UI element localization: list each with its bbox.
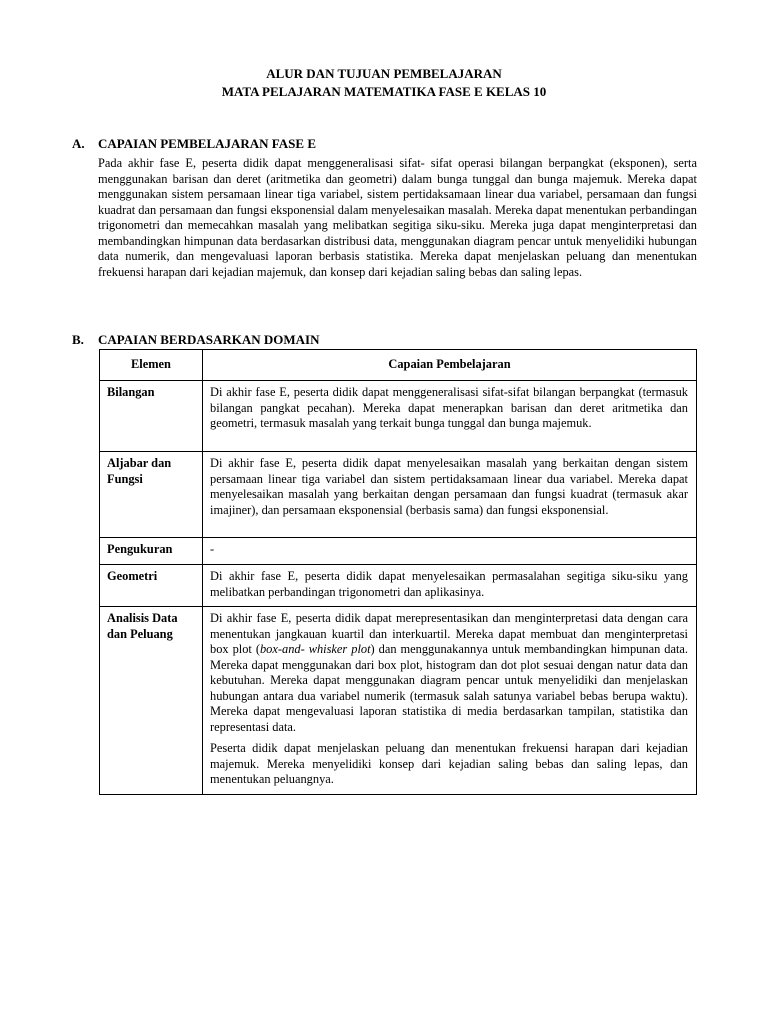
header-element: Elemen: [100, 350, 203, 381]
element-cell: Pengukuran: [100, 538, 203, 565]
section-a-letter: A.: [72, 136, 85, 151]
table-row: [100, 381, 697, 452]
header-achievement: Capaian Pembelajaran: [203, 350, 697, 381]
element-cell: Geometri: [100, 565, 203, 607]
achievement-text-italic: box-and- whisker plot: [259, 642, 371, 656]
achievement-text: -: [210, 542, 215, 556]
element-cell: Aljabar dan Fungsi: [100, 452, 203, 538]
achievement-cell: [203, 565, 697, 607]
achievement-cell: [203, 452, 697, 538]
achievement-text-part1: Di akhir fase E, peserta didik dapat merepresentasikan dan menginterpretasi data dengan cara menentukan jangkauan kuartil dan interkuartil. Mereka dapat membuat dan menginterpretasi box plot (: [210, 611, 688, 656]
achievement-text: Di akhir fase E, peserta didik dapat menyelesaikan masalah yang berkaitan dengan sistem persamaan linear tiga variabel dan sistem pertidaksamaan linear dua variabel. Mereka dapat menyelesaikan masalah yang berkaitan dengan persamaan dan fungsi kuadrat (termasuk akar imajiner), dan persamaan eksponensial (berbasis sama) dan fungsi eksponensial.: [210, 456, 688, 517]
element-cell: Bilangan: [100, 381, 203, 452]
section-b-title: CAPAIAN BERDASARKAN DOMAIN: [98, 332, 320, 347]
achievement-text: Di akhir fase E, peserta didik dapat menyelesaikan permasalahan segitiga siku-siku yang melibatkan perbandingan trigonometri dan aplikasinya.: [210, 569, 688, 599]
table-row: [100, 565, 697, 607]
table-row: [100, 607, 697, 795]
section-b-letter: B.: [72, 332, 84, 347]
section-a-paragraph: Pada akhir fase E, peserta didik dapat menggeneralisasi sifat- sifat operasi bilangan berpangkat (eksponen), serta menggunakan barisan dan deret (aritmetika dan geometri) dalam bunga tunggal dan bunga majemuk. Mereka dapat menggunakan sistem persamaan linear tiga variabel, sistem pertidaksamaan linear dua variabel, persamaan dan fungsi kuadrat dan persamaan dan fungsi eksponensial dalam menyelesaikan masalah. Mereka dapat menentukan perbandingan trigonometri dan memecahkan masalah yang melibatkan segitiga siku-siku. Mereka juga dapat menginterpretasi dan membandingkan himpunan data berdasarkan distribusi data, menggunakan diagram pencar untuk menyelidiki hubungan data numerik, dan mengevaluasi laporan berbasis statistika. Mereka dapat menjelaskan peluang dan menentukan frekuensi harapan dari kejadian majemuk, dan konsep dari kejadian saling bebas dan saling lepas.: [98, 156, 697, 279]
section-a-heading: [72, 136, 316, 152]
document-title-line2: MATA PELAJARAN MATEMATIKA FASE E KELAS 10: [221, 84, 547, 99]
achievement-cell: [203, 381, 697, 452]
achievement-text-para2: Peserta didik dapat menjelaskan peluang dan menentukan frekuensi harapan dari kejadian majemuk. Mereka menyelidiki konsep dari kejadian saling bebas dan saling lepas, dan menentukan peluangnya.: [210, 741, 688, 786]
table-header-row: [100, 350, 697, 381]
achievement-cell: [203, 538, 697, 565]
achievement-cell: [203, 607, 697, 795]
achievement-text: Di akhir fase E, peserta didik dapat menggeneralisasi sifat-sifat bilangan berpangkat (termasuk bilangan pangkat pecahan). Mereka dapat menerapkan barisan dan deret aritmetika dan geometri, termasuk masalah yang terkait bunga tunggal dan bunga majemuk.: [210, 385, 688, 430]
domain-table: [99, 349, 697, 795]
section-a-title: CAPAIAN PEMBELAJARAN FASE E: [98, 136, 316, 151]
achievement-text: [210, 611, 688, 735]
section-b-heading: [72, 332, 319, 348]
achievement-text-part2: ) dan menggunakannya untuk membandingkan himpunan data. Mereka dapat menggunakan dari box plot, histogram dan dot plot sesuai dengan natur data dan kebutuhan. Mereka dapat menggunakan diagram pencar untuk menyelidiki dan menjelaskan hubungan antara dua variabel numerik (termasuk salah satunya variabel bebas berupa waktu). Mereka dapat mengevaluasi laporan statistika di media berdasarkan tampilan, statistika dan representasi data.: [210, 642, 688, 734]
table-row: [100, 538, 697, 565]
element-cell: Analisis Data dan Peluang: [100, 607, 203, 795]
document-title-line1: ALUR DAN TUJUAN PEMBELAJARAN: [266, 66, 502, 81]
table-row: [100, 452, 697, 538]
